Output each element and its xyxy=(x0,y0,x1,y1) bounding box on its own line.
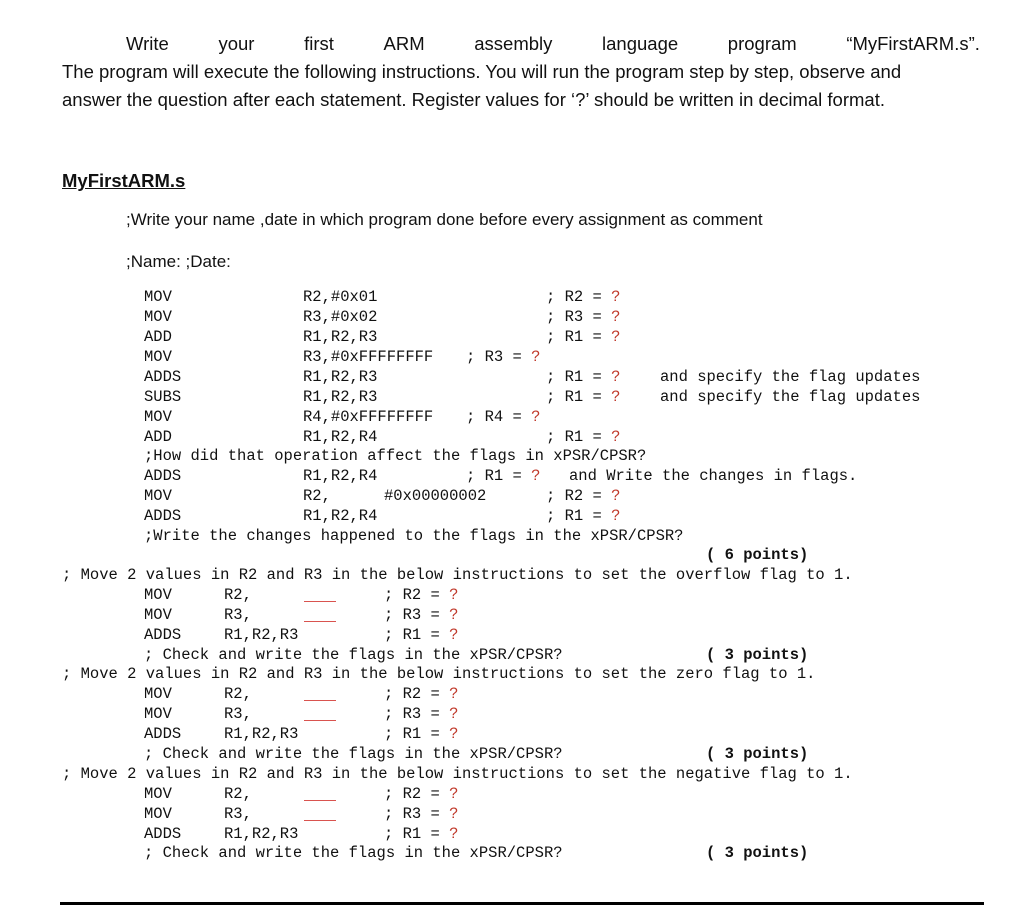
unknown-value: ? xyxy=(611,308,621,326)
unknown-value: ? xyxy=(611,328,621,346)
intro-word: ARM xyxy=(383,33,425,54)
immediate-value: #0x00000002 xyxy=(384,487,487,505)
opcode: ADD xyxy=(144,428,172,446)
unknown-value: ? xyxy=(449,785,459,803)
operands: R4,#0xFFFFFFFF xyxy=(303,408,434,426)
register-comment: ; R1 = ? xyxy=(546,507,621,525)
opcode: MOV xyxy=(144,487,172,505)
operands: R1,R2,R4 xyxy=(303,507,378,525)
opcode: ADDS xyxy=(144,368,182,386)
fill-in-blank[interactable] xyxy=(304,820,336,821)
intro-word: language xyxy=(602,33,679,54)
operands: R2, xyxy=(224,785,252,803)
opcode: MOV xyxy=(144,685,172,703)
operands: R3, xyxy=(224,705,252,723)
register-comment: ; R3 = ? xyxy=(546,308,621,326)
opcode: ADDS xyxy=(144,507,182,525)
intro-word: assembly xyxy=(474,33,553,54)
opcode: ADDS xyxy=(144,825,182,843)
operands: R2, xyxy=(224,586,252,604)
fill-in-blank[interactable] xyxy=(304,700,336,701)
points-label: ( 3 points) xyxy=(706,646,809,664)
opcode: ADDS xyxy=(144,725,182,743)
operands: R2,#0x01 xyxy=(303,288,378,306)
register-comment: ; R1 = ? xyxy=(546,368,621,386)
question-flag-changes: ;Write the changes happened to the flags in the xPSR/CPSR? xyxy=(144,527,684,545)
unknown-value: ? xyxy=(449,606,459,624)
opcode: ADDS xyxy=(144,467,182,485)
operands: R1,R2,R4 xyxy=(303,428,378,446)
register-comment: ; R3 = ? xyxy=(384,705,459,723)
register-comment: ; R2 = ? xyxy=(546,487,621,505)
unknown-value: ? xyxy=(531,408,541,426)
register-comment: ; R1 = ? xyxy=(546,388,621,406)
operands: R1,R2,R3 xyxy=(224,626,299,644)
fill-in-blank[interactable] xyxy=(304,800,336,801)
register-comment: ; R3 = ? xyxy=(384,606,459,624)
unknown-value: ? xyxy=(611,428,621,446)
opcode: MOV xyxy=(144,705,172,723)
intro-line-3: answer the question after each statement. Register values for ‘?’ should be written in decimal format. xyxy=(62,89,885,110)
operands: R1,R2,R4 xyxy=(303,467,378,485)
unknown-value: ? xyxy=(449,825,459,843)
unknown-value: ? xyxy=(449,685,459,703)
task-zero-flag: ; Move 2 values in R2 and R3 in the below instructions to set the zero flag to 1. xyxy=(62,665,816,683)
operands: R2, xyxy=(224,685,252,703)
task-negative-flag: ; Move 2 values in R2 and R3 in the below instructions to set the negative flag to 1. xyxy=(62,765,853,783)
opcode: SUBS xyxy=(144,388,182,406)
unknown-value: ? xyxy=(531,348,541,366)
fill-in-blank[interactable] xyxy=(304,601,336,602)
flag-note: and specify the flag updates xyxy=(660,368,921,386)
operands: R1,R2,R3 xyxy=(303,368,378,386)
register-comment: ; R1 = ? xyxy=(384,626,459,644)
unknown-value: ? xyxy=(611,507,621,525)
task-overflow-flag: ; Move 2 values in R2 and R3 in the below instructions to set the overflow flag to 1. xyxy=(62,566,853,584)
unknown-value: ? xyxy=(611,388,621,406)
check-flags-prompt: ; Check and write the flags in the xPSR/CPSR? xyxy=(144,745,563,763)
unknown-value: ? xyxy=(611,288,621,306)
register-comment: ; R3 = ? xyxy=(384,805,459,823)
opcode: MOV xyxy=(144,408,172,426)
register-comment: ; R1 = ? xyxy=(466,467,541,485)
points-label: ( 6 points) xyxy=(706,546,809,564)
unknown-value: ? xyxy=(449,626,459,644)
operands: R3, xyxy=(224,805,252,823)
opcode: ADD xyxy=(144,328,172,346)
fill-in-blank[interactable] xyxy=(304,621,336,622)
question-flags-effect: ;How did that operation affect the flags in xPSR/CPSR? xyxy=(144,447,647,465)
opcode: ADDS xyxy=(144,626,182,644)
opcode: MOV xyxy=(144,288,172,306)
unknown-value: ? xyxy=(611,487,621,505)
opcode: MOV xyxy=(144,606,172,624)
register-comment: ; R3 = ? xyxy=(466,348,541,366)
unknown-value: ? xyxy=(449,725,459,743)
comment-name-date: ;Name: ;Date: xyxy=(126,252,231,271)
intro-line-2: The program will execute the following instructions. You will run the program step by step, observe and xyxy=(62,61,902,82)
opcode: MOV xyxy=(144,586,172,604)
unknown-value: ? xyxy=(449,705,459,723)
operands: R1,R2,R3 xyxy=(224,825,299,843)
opcode: MOV xyxy=(144,805,172,823)
program-heading: MyFirstARM.s xyxy=(62,170,186,191)
unknown-value: ? xyxy=(449,586,459,604)
unknown-value: ? xyxy=(531,467,541,485)
register-comment: ; R2 = ? xyxy=(384,685,459,703)
register-comment: ; R2 = ? xyxy=(384,586,459,604)
opcode: MOV xyxy=(144,785,172,803)
flag-note: and specify the flag updates xyxy=(660,388,921,406)
operands: R3,#0xFFFFFFFF xyxy=(303,348,434,366)
register-comment: ; R1 = ? xyxy=(546,428,621,446)
unknown-value: ? xyxy=(611,368,621,386)
intro-word: your xyxy=(218,33,255,54)
register-comment: ; R4 = ? xyxy=(466,408,541,426)
operands: R1,R2,R3 xyxy=(303,388,378,406)
points-label: ( 3 points) xyxy=(706,745,809,763)
points-label: ( 3 points) xyxy=(706,844,809,862)
operands: R3, xyxy=(224,606,252,624)
operands: R2, xyxy=(303,487,331,505)
check-flags-prompt: ; Check and write the flags in the xPSR/CPSR? xyxy=(144,646,563,664)
operands: R1,R2,R3 xyxy=(303,328,378,346)
register-comment: ; R2 = ? xyxy=(384,785,459,803)
intro-word: “MyFirstARM.s”. xyxy=(846,33,980,54)
intro-word: program xyxy=(727,33,797,54)
register-comment: ; R1 = ? xyxy=(384,725,459,743)
intro-word: Write xyxy=(126,33,169,54)
check-flags-prompt: ; Check and write the flags in the xPSR/CPSR? xyxy=(144,844,563,862)
register-comment: ; R2 = ? xyxy=(546,288,621,306)
intro-word: first xyxy=(304,33,334,54)
operands: R1,R2,R3 xyxy=(224,725,299,743)
fill-in-blank[interactable] xyxy=(304,720,336,721)
comment-name-date-instruction: ;Write your name ,date in which program done before every assignment as comment xyxy=(126,210,763,229)
bottom-divider xyxy=(60,902,984,905)
opcode: MOV xyxy=(144,308,172,326)
register-comment: ; R1 = ? xyxy=(546,328,621,346)
unknown-value: ? xyxy=(449,805,459,823)
register-comment: ; R1 = ? xyxy=(384,825,459,843)
operands: R3,#0x02 xyxy=(303,308,378,326)
opcode: MOV xyxy=(144,348,172,366)
flag-note: and Write the changes in flags. xyxy=(569,467,858,485)
